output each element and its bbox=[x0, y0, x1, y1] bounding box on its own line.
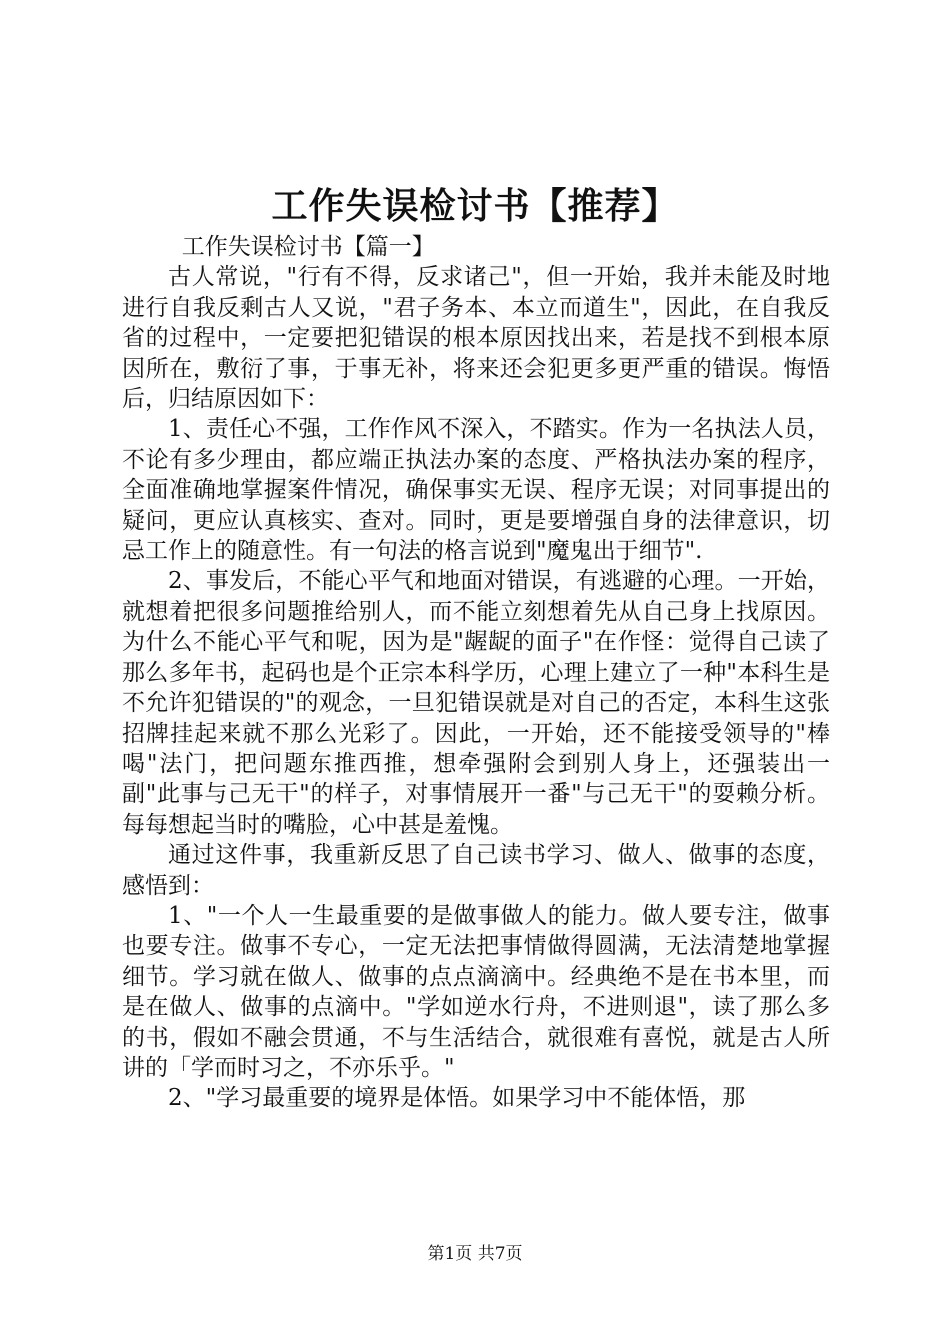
document-body bbox=[122, 232, 830, 1114]
paragraph: 1、责任心不强，工作作风不深入，不踏实。作为一名执法人员，不论有多少理由，都应端正执法办案的态度、严格执法办案的程序，全面准确地掌握案件情况，确保事实无误、程序无误；对同事提出的疑问，更应认真核实、查对。同时，更是要增强自身的法律意识，切忌工作上的随意性。有一句法的格言说到"魔鬼出于细节". bbox=[122, 416, 830, 565]
paragraph: 2、"学习最重要的境界是体悟。如果学习中不能体悟，那 bbox=[168, 1085, 746, 1112]
paragraph: 2、事发后，不能心平气和地面对错误，有逃避的心理。一开始，就想着把很多问题推给别人，而不能立刻想着先从自己身上找原因。为什么不能心平气和呢，因为是"龌龊的面子"在作怪：觉得自己读了那么多年书，起码也是个正宗本科学历，心理上建立了一种"本科生是不允许犯错误的"的观念，一旦犯错误就是对自己的否定，本科生这张招牌挂起来就不那么光彩了。因此，一开始，还不能接受领导的"棒喝"法门，把问题东推西推，想牵强附会到别人身上，还强装出一副"此事与己无干"的样子，对事情展开一番"与己无干"的耍赖分析。每每想起当时的嘴脸，心中甚是羞愧。 bbox=[122, 568, 830, 838]
paragraph: 通过这件事，我重新反思了自己读书学习、做人、做事的态度，感悟到： bbox=[122, 842, 830, 899]
paragraph: 1、"一个人一生最重要的是做事做人的能力。做人要专注，做事也要专注。做事不专心，一定无法把事情做得圆满，无法清楚地掌握细节。学习就在做人、做事的点点滴滴中。经典绝不是在书本里，而是在做人、做事的点滴中。"学如逆水行舟，不进则退"，读了那么多的书，假如不融会贯通，不与生活结合，就很难有喜悦，就是古人所讲的「学而时习之，不亦乐乎。" bbox=[122, 902, 830, 1081]
paragraph: 古人常说，"行有不得，反求诸己"，但一开始，我并未能及时地进行自我反剩古人又说，"君子务本、本立而道生"，因此，在自我反省的过程中，一定要把犯错误的根本原因找出来，若是找不到根本原因所在，敷衍了事，于事无补，将来还会犯更多更严重的错误。悔悟后，归结原因如下： bbox=[122, 264, 830, 413]
page-footer: 第1页 共7页 bbox=[427, 1244, 523, 1264]
document-title: 工作失误检讨书【推荐】 bbox=[271, 185, 679, 227]
section-heading: 工作失误检讨书【篇一】 bbox=[181, 234, 435, 260]
